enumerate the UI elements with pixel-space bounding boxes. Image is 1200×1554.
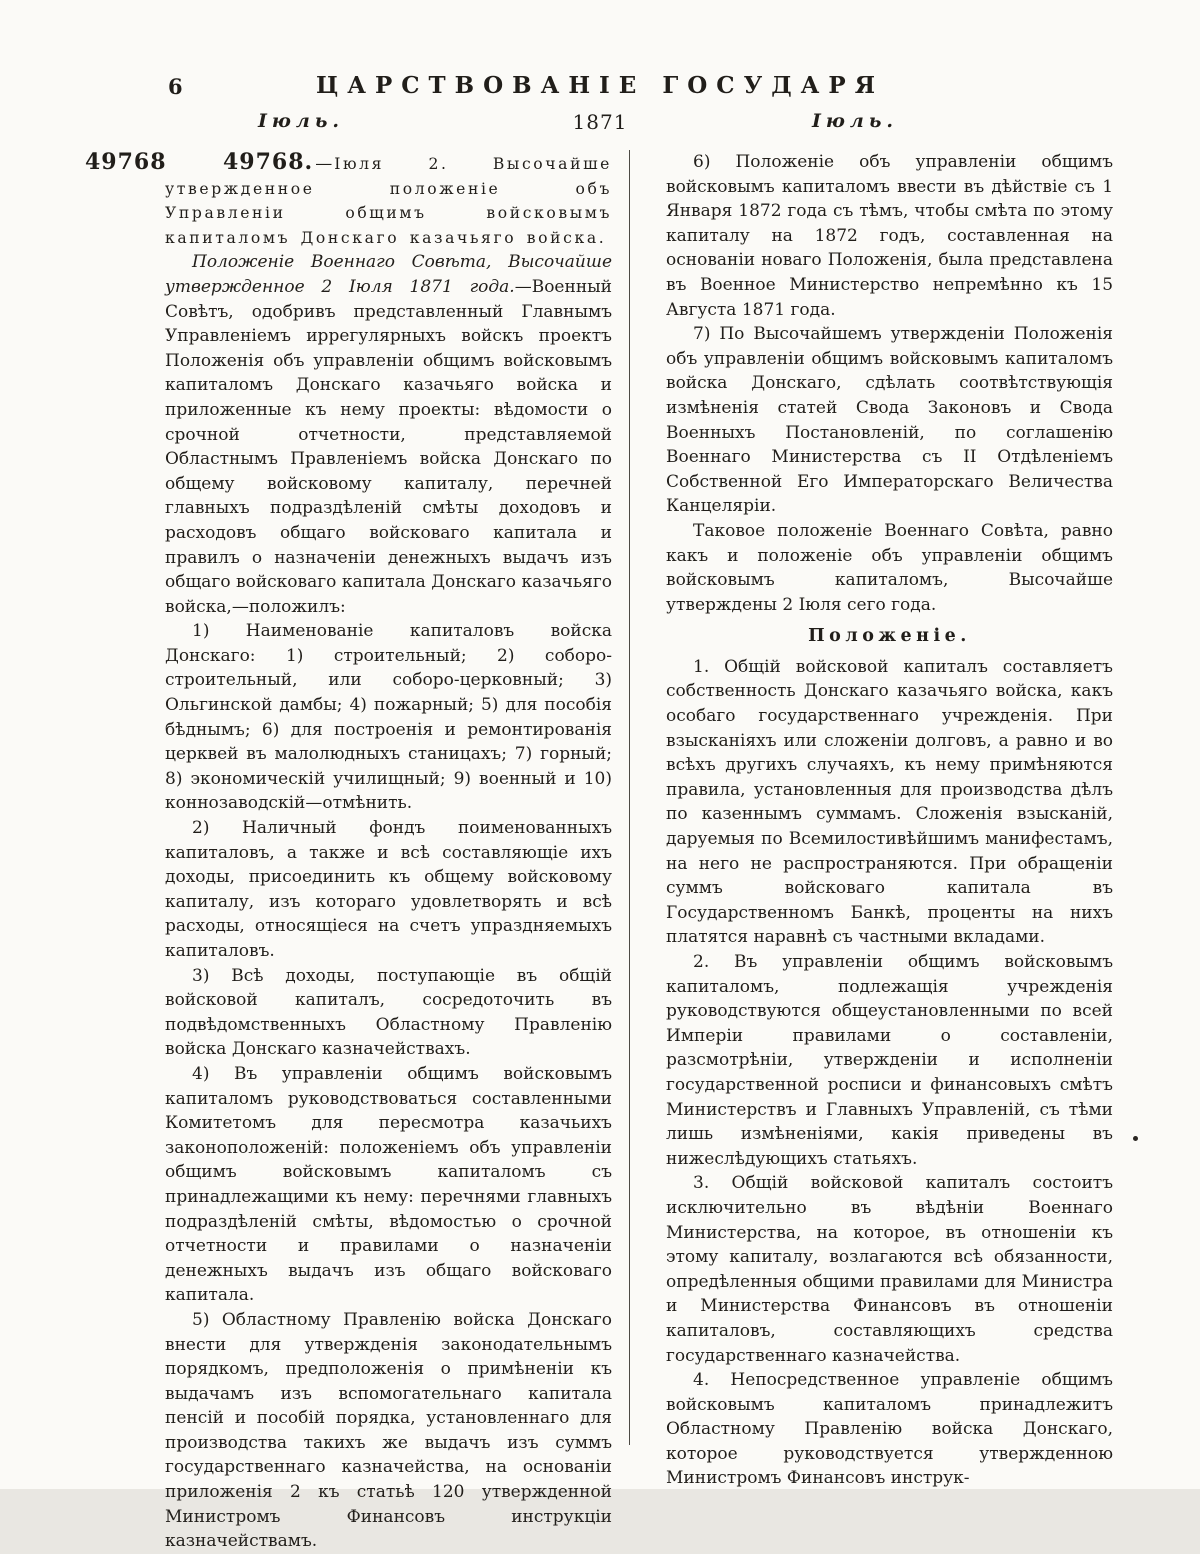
date-row	[0, 110, 1200, 138]
paragraph-item-6: 6) Положеніе объ управленіи общимъ войсковымъ капиталомъ ввести въ дѣйствіе съ 1 Января 1872 года съ тѣмъ, чтобы смѣта по этому капиталу на 1872 годъ, составленная на основаніи новаго Положенія, была представлена въ Военное Министерство непремѣнно къ 15 Августа 1871 года.	[666, 152, 1114, 320]
paragraph-item-3: 3) Всѣ доходы, поступающіе въ общій войсковой капиталъ, сосредоточить въ подвѣдомственныхъ Областному Правленію войска Донскаго казначействахъ.	[165, 965, 613, 1060]
paragraph-item-5: 5) Областному Правленію войска Донскаго внести для утвержденія законодательнымъ порядкомъ, предположенія о примѣненіи къ выдачамъ изъ вспомогательнаго капитала пенсій и пособій порядка, установленнаго для производства такихъ же выдачъ изъ суммъ государственнаго казначейства, на основаніи приложенія 2 къ статьѣ 120 утвержденной Министромъ Финансовъ инструкціи казначействамъ.	[165, 1309, 613, 1552]
paragraph-conclusion: Таковое положеніе Военнаго Совѣта, равно какъ и положеніе объ управленіи общимъ войсковымъ капиталомъ, Высочайше утверждены 2 Іюля сего года.	[666, 520, 1114, 615]
entry-paragraph	[85, 149, 613, 250]
paragraph-item-7: 7) По Высочайшемъ утвержденіи Положенія объ управленіи общимъ войсковымъ капиталомъ войска Донскаго, сдѣлать соотвѣтствующія измѣненія статей Свода Законовъ и Свода Военныхъ Постановленій, по соглашенію Военнаго Министерства съ II Отдѣленіемъ Собственной Его Императорскаго Величества Канцеляріи.	[666, 324, 1114, 517]
paragraph-item-1: 1) Наименованіе капиталовъ войска Донскаго: 1) строительный; 2) соборо-строительный, или соборо-церковный; 3) Ольгинской дамбы; 4) пожарный; 5) для пособія бѣднымъ; 6) для построенія и ремонтированія церквей въ малолюдныхъ станицахъ; 7) горный; 8) экономическій училищный; 9) военный и 10) коннозаводскій—отмѣнить.	[165, 621, 613, 814]
left-column	[85, 149, 613, 1552]
running-title: ЦАРСТВОВАНІЕ ГОСУДАРЯ	[316, 72, 884, 99]
month-label-left: Іюль.	[258, 110, 344, 132]
year-label: 1871	[572, 110, 628, 134]
entry-dash: —	[315, 154, 333, 174]
resolution-text: —Военный Совѣтъ, одобривъ представленный Главнымъ Управленіемъ иррегулярныхъ войскъ проектъ Положенія объ управленіи общимъ войсковымъ капиталомъ Донскаго казачьяго войска и приложенные къ нему проекты: вѣдомости о срочной отчетности, представляемой Областнымъ Правленіемъ войска Донскаго по общему войсковому капиталу, перечней главныхъ подраздѣленій смѣты доходовъ и расходовъ общаго войсковаго капитала и правилъ о назначеніи денежныхъ выдачъ изъ общаго войсковаго капитала Донскаго казачьяго войска,—положилъ:	[165, 276, 613, 617]
resolution-lead: Положеніе Военнаго Совѣта, Высочайше утвержденное 2 Іюля 1871 года.	[165, 252, 613, 297]
section-heading: Положеніе.	[808, 626, 971, 647]
column-divider	[629, 150, 630, 1445]
paragraph-item-2: 2) Наличный фондъ поименованныхъ капиталовъ, а также и всѣ составляющіе ихъ доходы, присоединить къ общему войсковому капиталу, изъ котораго удовлетворять и всѣ расходы, относящіеся на счетъ упраздняемыхъ капиталовъ.	[165, 818, 613, 961]
article-3: 3. Общій войсковой капиталъ состоитъ исключительно въ вѣдѣніи Военнаго Министерства, на которое, въ отношеніи къ этому капиталу, возлагаются всѣ обязанности, опредѣленныя общими правилами для Министра и Министерства Финансовъ въ отношеніи капиталовъ, составляющихъ средства государственнаго казначейства.	[666, 1173, 1114, 1366]
page-number: 6	[168, 74, 183, 99]
article-1: 1. Общій войсковой капиталъ составляетъ собственность Донскаго казачьяго войска, какъ особаго государственнаго учрежденія. При взысканіяхъ или сложеніи долговъ, а равно и во всѣхъ другихъ случаяхъ, къ нему примѣняются правила, установленныя для производства дѣлъ по казеннымъ суммамъ. Сложенія взысканій, даруемыя по Всемилостивѣйшимъ манифестамъ, на него не распространяются. При обращеніи суммъ войсковаго капитала въ Государственномъ Банкѣ, проценты на нихъ платятся наравнѣ съ частными вкладами.	[666, 656, 1114, 948]
entry-heading: Іюля 2. Высочайше утвержденное положеніе объ Управленіи общимъ войсковымъ капиталомъ Донскаго казачьяго войска.	[165, 155, 613, 247]
ink-speck	[1133, 1136, 1138, 1141]
resolution-paragraph	[165, 250, 612, 619]
article-4: 4. Непосредственное управленіе общимъ войсковымъ капиталомъ принадлежитъ Областному Правленію войска Донскаго, которое руководствуется утвержденною Министромъ Финансовъ инструк-	[666, 1370, 1114, 1489]
month-label-right: Іюль.	[812, 110, 898, 132]
right-column	[666, 150, 1114, 1489]
article-2: 2. Въ управленіи общимъ войсковымъ капиталомъ, подлежащія учрежденія руководствуются общеустановленными по всей Имперіи правилами о составленіи, разсмотрѣніи, утвержденіи и исполненіи государственной росписи и финансовыхъ смѣтъ Министерствъ и Главныхъ Управленій, съ тѣми лишь измѣненіями, какія приведены въ нижеслѣдующихъ статьяхъ.	[666, 952, 1114, 1169]
text-columns	[85, 149, 1114, 1552]
paragraph-item-4: 4) Въ управленіи общимъ войсковымъ капиталомъ руководствоваться составленными Комитетомъ для пересмотра казачьихъ законоположеній: положеніемъ объ управленіи общимъ войсковымъ капиталомъ съ принадлежащими къ нему: перечнями главныхъ подраздѣленій смѣты, вѣдомостью о срочной отчетности и правилами о назначеніи денежныхъ выдачъ изъ общаго войсковаго капитала.	[165, 1063, 613, 1306]
act-number: 49768 49768.	[85, 149, 314, 175]
